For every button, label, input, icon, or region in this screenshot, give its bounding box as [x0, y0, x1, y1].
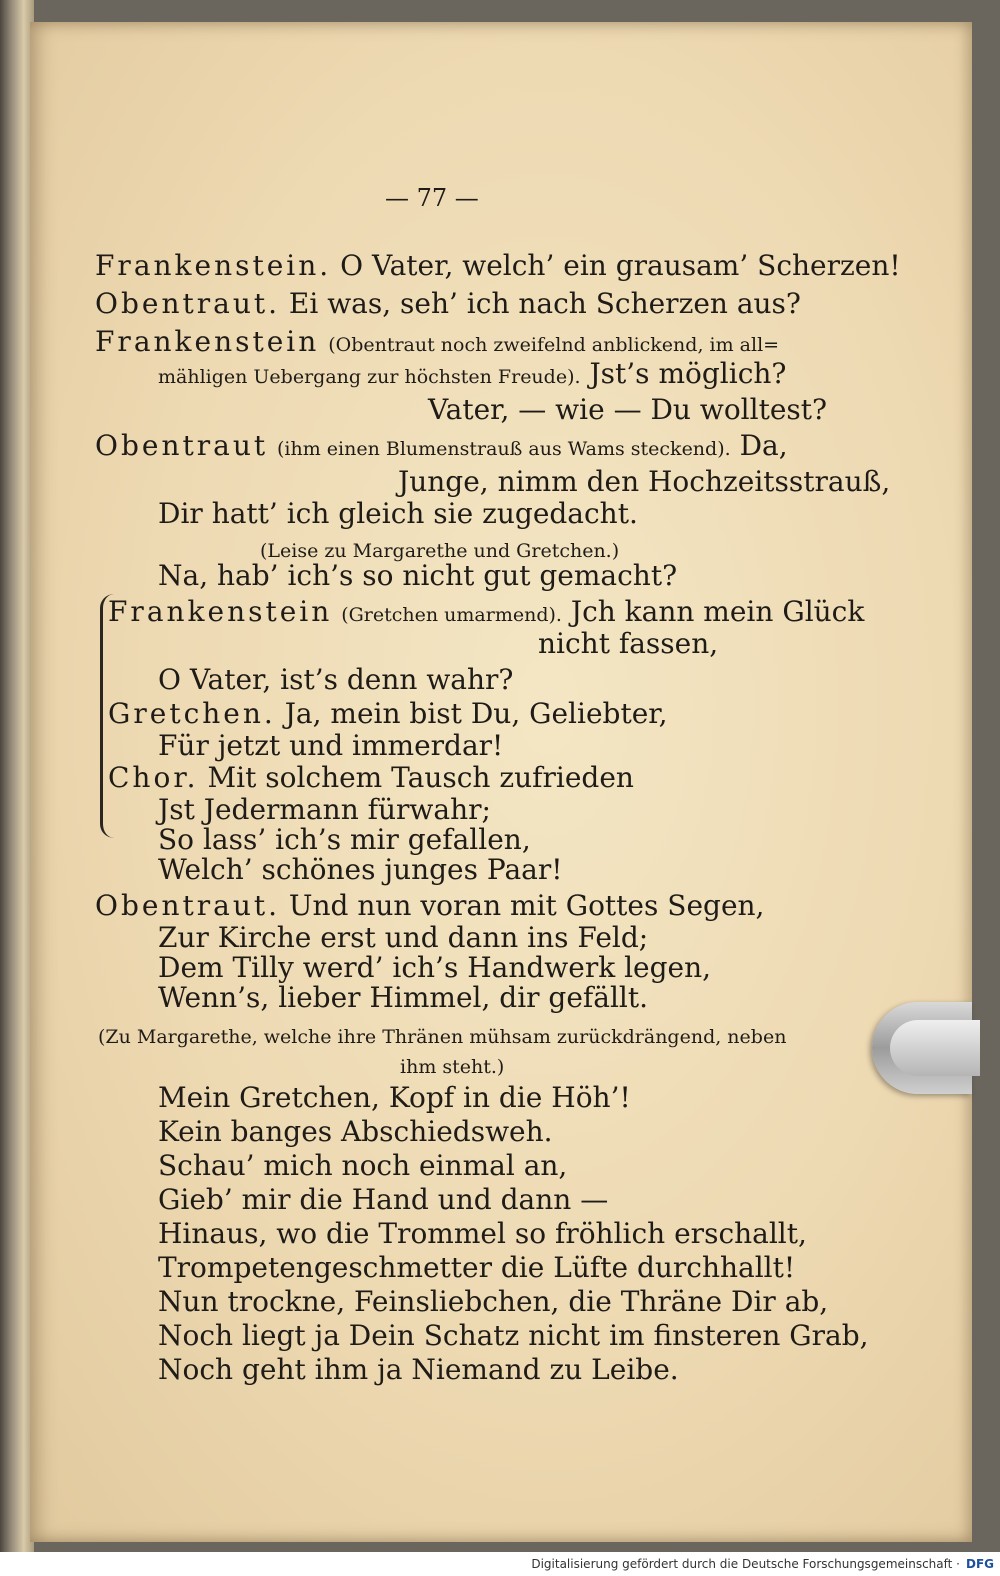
- text-line: [158, 496, 638, 532]
- text-line: [108, 760, 634, 796]
- verse-text: O Vater, welch’ ein grausam’ Scherzen!: [340, 249, 901, 282]
- text-line: [158, 1148, 567, 1184]
- speaker-name: Obentraut.: [95, 287, 280, 320]
- verse-text: Nun trockne, Feinsliebchen, die Thräne Dir ab,: [158, 1285, 829, 1318]
- verse-text: Vater, — wie — Du wolltest?: [428, 393, 828, 426]
- page-clip: [872, 1002, 972, 1094]
- text-line: [158, 1250, 795, 1286]
- verse-text: nicht fassen,: [538, 627, 719, 660]
- verse-text: Trompetengeschmetter die Lüfte durchhallt!: [158, 1251, 796, 1284]
- verse-text: Jst Jedermann fürwahr;: [158, 793, 491, 826]
- verse-text: Und nun voran mit Gottes Segen,: [288, 889, 765, 922]
- stage-direction: ihm steht.): [400, 1056, 505, 1078]
- speaker-name: Chor.: [108, 761, 199, 794]
- text-line: [108, 594, 864, 633]
- verse-text: Schau’ mich noch einmal an,: [158, 1149, 568, 1182]
- text-line: [158, 1352, 679, 1388]
- verse-text: Hinaus, wo die Trommel so fröhlich erschallt,: [158, 1217, 807, 1250]
- verse-text: Welch’ schönes junges Paar!: [158, 853, 563, 886]
- page-number: — 77 —: [385, 184, 479, 212]
- text-line: [158, 558, 677, 594]
- verse-text: Ei was, seh’ ich nach Scherzen aus?: [288, 287, 801, 320]
- text-line: [158, 980, 648, 1016]
- text-line: [158, 728, 503, 764]
- verse-text: Da,: [739, 429, 788, 462]
- text-line: [158, 662, 513, 698]
- speaker-name: Frankenstein: [108, 595, 333, 628]
- speaker-name: Frankenstein.: [95, 249, 332, 282]
- text-line: [158, 852, 562, 888]
- verse-text: Wenn’s, lieber Himmel, dir gefällt.: [158, 981, 649, 1014]
- dfg-logo: DFG: [965, 1557, 994, 1571]
- footer-credit: Digitalisierung gefördert durch die Deutsche Forschungsgemeinschaft ·: [531, 1557, 960, 1571]
- speaker-name: Gretchen.: [108, 697, 276, 730]
- stage-direction: (Zu Margarethe, welche ihre Thränen mühsam zurückdrängend, neben: [98, 1026, 787, 1048]
- text-line: [538, 626, 718, 662]
- footer-bar: [0, 1552, 1000, 1576]
- speaker-name: Obentraut: [95, 429, 269, 462]
- verse-text: Na, hab’ ich’s so nicht gut gemacht?: [158, 559, 678, 592]
- stage-direction: mähligen Uebergang zur höchsten Freude).: [158, 366, 581, 388]
- text-line: [158, 356, 786, 395]
- stage-direction: (Gretchen umarmend).: [341, 604, 562, 626]
- speaker-name: Obentraut.: [95, 889, 280, 922]
- verse-text: Gieb’ mir die Hand und dann —: [158, 1183, 609, 1216]
- verse-text: O Vater, ist’s denn wahr?: [158, 663, 514, 696]
- stage-direction: (Leise zu Margarethe und Gretchen.): [260, 540, 620, 562]
- text-line: [158, 1216, 807, 1252]
- verse-text: Jst’s möglich?: [589, 357, 787, 390]
- verse-text: Für jetzt und immerdar!: [158, 729, 504, 762]
- verse-text: Noch geht ihm ja Niemand zu Leibe.: [158, 1353, 679, 1386]
- text-line: [95, 286, 801, 322]
- verse-text: Kein banges Abschiedsweh.: [158, 1115, 553, 1148]
- text-line: [158, 1080, 631, 1116]
- verse-text: Jch kann mein Glück: [570, 595, 865, 628]
- verse-text: Mit solchem Tausch zufrieden: [207, 761, 634, 794]
- stage-direction: (Obentraut noch zweifelnd anblickend, im all=: [328, 334, 780, 356]
- verse-text: Noch liegt ja Dein Schatz nicht im finsteren Grab,: [158, 1319, 869, 1352]
- text-line: [428, 392, 827, 428]
- verse-text: Ja, mein bist Du, Geliebter,: [284, 697, 668, 730]
- text-line: [95, 248, 901, 284]
- verse-text: Dem Tilly werd’ ich’s Handwerk legen,: [158, 951, 712, 984]
- text-line: [398, 464, 890, 500]
- verse-text: Dir hatt’ ich gleich sie zugedacht.: [158, 497, 638, 530]
- text-line: [95, 428, 788, 467]
- book-spine-edge: [0, 0, 34, 1576]
- text-line: [158, 1284, 828, 1320]
- verse-text: So lass’ ich’s mir gefallen,: [158, 823, 531, 856]
- text-line: [108, 696, 668, 732]
- text-line: [158, 1114, 553, 1150]
- stage-direction: (ihm einen Blumenstrauß aus Wams steckend).: [277, 438, 731, 460]
- text-line: [158, 1318, 869, 1354]
- verse-text: Junge, nimm den Hochzeitsstrauß,: [398, 465, 891, 498]
- text-line: [95, 888, 764, 924]
- speaker-name: Frankenstein: [95, 325, 320, 358]
- verse-text: Zur Kirche erst und dann ins Feld;: [158, 921, 649, 954]
- verse-text: Mein Gretchen, Kopf in die Höh’!: [158, 1081, 631, 1114]
- text-line: [158, 1182, 608, 1218]
